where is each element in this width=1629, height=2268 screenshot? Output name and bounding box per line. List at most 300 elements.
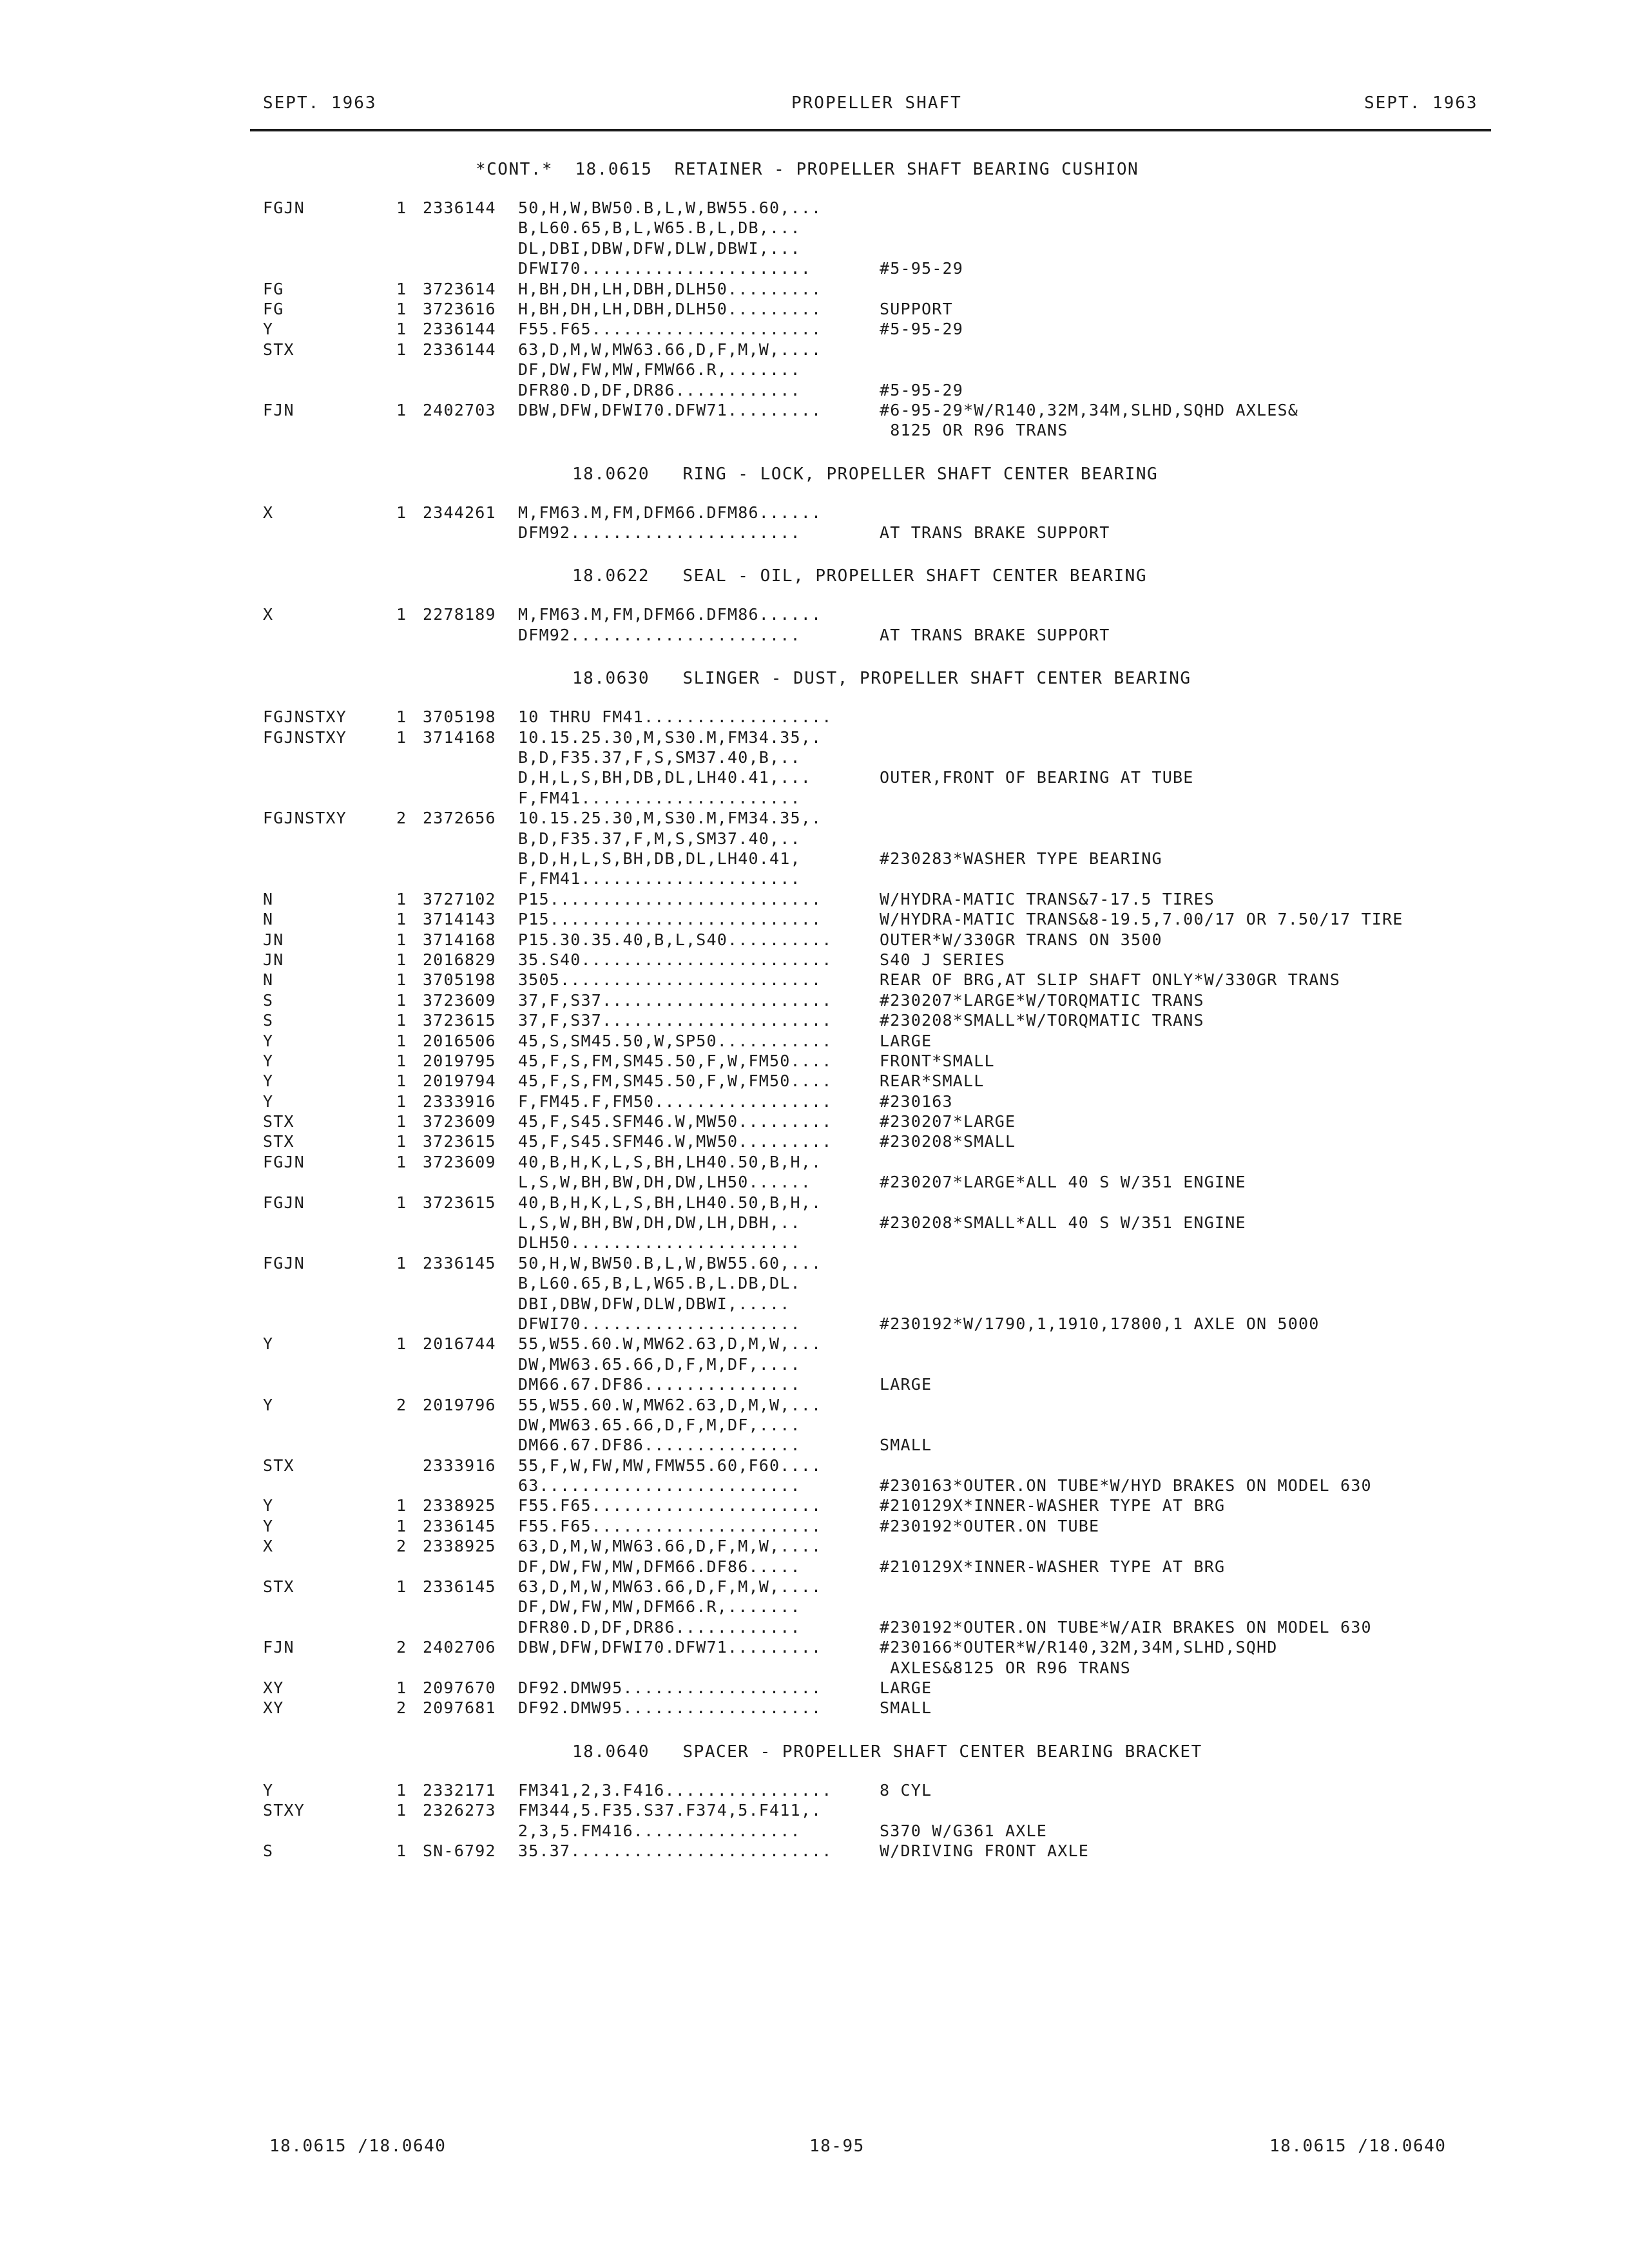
catalog-row	[263, 869, 1507, 889]
note: W/HYDRA-MATIC TRANS&8-19.5,7.00/17 OR 7.50/17 TIRE	[880, 910, 1403, 929]
note: SMALL	[880, 1698, 932, 1718]
quantity: 1	[396, 727, 407, 747]
note: W/DRIVING FRONT AXLE	[880, 1841, 1090, 1860]
application: B,L60.65,B,L,W65.B,L.DB,DL.	[518, 1274, 801, 1293]
part-number: 3723614	[423, 279, 496, 298]
part-number: 2097670	[423, 1678, 496, 1697]
series-code: STX	[263, 1112, 294, 1131]
note: #230208*SMALL	[880, 1132, 1016, 1151]
series-code: FGJN	[263, 1253, 305, 1273]
catalog-row	[263, 239, 1507, 259]
catalog-row	[263, 1213, 1507, 1233]
catalog-row	[263, 1456, 1507, 1476]
catalog-row	[263, 1193, 1507, 1213]
catalog-row	[263, 970, 1507, 990]
quantity: 1	[396, 1678, 407, 1697]
quantity: 1	[396, 400, 407, 419]
application: F,FM41.....................	[518, 788, 801, 807]
note: LARGE	[880, 1678, 932, 1697]
application: D,H,L,S,BH,DB,DL,LH40.41,...	[518, 768, 812, 787]
application: P15.30.35.40,B,L,S40..........	[518, 930, 833, 949]
section-title: *CONT.* 18.0615 RETAINER - PROPELLER SHAFT BEARING CUSHION	[476, 160, 1139, 179]
quantity: 1	[396, 910, 407, 929]
quantity: 1	[396, 1577, 407, 1597]
application: DFWI70.....................	[518, 1314, 801, 1333]
note: #5-95-29	[880, 380, 964, 399]
application: F55.F65......................	[518, 320, 822, 339]
catalog-row	[263, 1577, 1507, 1597]
note: LARGE	[880, 1031, 932, 1050]
catalog-row	[263, 991, 1507, 1011]
catalog-row	[263, 1112, 1507, 1132]
header-title: PROPELLER SHAFT	[791, 93, 962, 113]
quantity: 1	[396, 889, 407, 908]
section-heading	[263, 666, 1507, 707]
series-code: Y	[263, 1516, 274, 1535]
note: #230163	[880, 1091, 953, 1111]
catalog-row	[263, 1537, 1507, 1557]
note: OUTER*W/330GR TRANS ON 3500	[880, 930, 1162, 949]
note: #230192*OUTER.ON TUBE	[880, 1516, 1100, 1535]
application: 37,F,S37......................	[518, 990, 833, 1010]
quantity: 1	[396, 707, 407, 727]
series-code: Y	[263, 1780, 274, 1800]
note: #230283*WASHER TYPE BEARING	[880, 849, 1162, 868]
note: #210129X*INNER-WASHER TYPE AT BRG	[880, 1557, 1226, 1576]
part-number: 2016506	[423, 1031, 496, 1050]
catalog-row	[263, 748, 1507, 768]
quantity: 2	[396, 1537, 407, 1556]
application: 55,W55.60.W,MW62.63,D,M,W,...	[518, 1395, 822, 1414]
series-code: STX	[263, 1132, 294, 1151]
series-code: FJN	[263, 1638, 294, 1657]
application: DM66.67.DF86...............	[518, 1375, 801, 1394]
application: DBW,DFW,DFWI70.DFW71.........	[518, 1638, 822, 1657]
catalog-row	[263, 1597, 1507, 1617]
application: H,BH,DH,LH,DBH,DLH50.........	[518, 299, 822, 318]
series-code: FGJNSTXY	[263, 707, 347, 727]
header-date-left: SEPT. 1963	[263, 93, 377, 113]
series-code: JN	[263, 950, 284, 969]
part-number: 2336144	[423, 320, 496, 339]
note: S370 W/G361 AXLE	[880, 1821, 1048, 1840]
application: 3505.........................	[518, 970, 822, 990]
quantity: 1	[396, 1152, 407, 1171]
note: #230208*SMALL*ALL 40 S W/351 ENGINE	[880, 1213, 1246, 1233]
series-code: S	[263, 1841, 274, 1860]
part-number: 2402703	[423, 400, 496, 419]
application: P15..........................	[518, 889, 822, 908]
series-code: FGJNSTXY	[263, 809, 347, 828]
series-code: STX	[263, 340, 294, 359]
section-gap	[263, 543, 1507, 564]
catalog-row	[263, 829, 1507, 849]
series-code: FGJN	[263, 198, 305, 217]
quantity: 1	[396, 1132, 407, 1151]
catalog-row	[263, 340, 1507, 360]
quantity: 1	[396, 990, 407, 1010]
note: W/HYDRA-MATIC TRANS&7-17.5 TIRES	[880, 889, 1215, 908]
application: DLH50......................	[518, 1233, 801, 1253]
part-number: 2332171	[423, 1780, 496, 1800]
catalog-row	[263, 890, 1507, 910]
catalog-row	[263, 1334, 1507, 1354]
part-number: 2338925	[423, 1496, 496, 1515]
footer-range-left: 18.0615 /18.0640	[269, 2137, 447, 2156]
quantity: 2	[396, 1395, 407, 1414]
application: DFM92......................	[518, 625, 801, 644]
part-number: SN-6792	[423, 1841, 496, 1860]
catalog-row	[263, 1821, 1507, 1841]
application: 35.37.........................	[518, 1841, 833, 1860]
note: SUPPORT	[880, 299, 953, 318]
catalog-row	[263, 1416, 1507, 1436]
catalog-row	[263, 1314, 1507, 1334]
section-heading	[263, 157, 1507, 198]
part-number: 2336145	[423, 1577, 496, 1597]
quantity: 1	[396, 930, 407, 949]
application: 10 THRU FM41..................	[518, 707, 833, 727]
series-code: N	[263, 889, 274, 908]
part-number: 3723609	[423, 1152, 496, 1171]
application: 55,F,W,FW,MW,FMW55.60,F60....	[518, 1456, 822, 1475]
catalog-row	[263, 421, 1507, 441]
application: DM66.67.DF86...............	[518, 1436, 801, 1455]
catalog-row	[263, 1254, 1507, 1274]
catalog-row	[263, 626, 1507, 646]
series-code: STX	[263, 1456, 294, 1475]
application: 50,H,W,BW50.B,L,W,BW55.60,...	[518, 1253, 822, 1273]
header-date-right: SEPT. 1963	[1364, 93, 1478, 113]
section-title: 18.0620 RING - LOCK, PROPELLER SHAFT CENTER BEARING	[572, 464, 1159, 484]
section-gap	[263, 1861, 1507, 1882]
series-code: X	[263, 605, 274, 624]
catalog-row	[263, 198, 1507, 218]
catalog-row	[263, 1396, 1507, 1416]
catalog-row	[263, 1678, 1507, 1698]
application: DFR80.D,DF,DR86............	[518, 380, 801, 399]
part-number: 3723609	[423, 990, 496, 1010]
application: B,D,F35.37,F,S,SM37.40,B,..	[518, 748, 801, 767]
footer-page-number: 18-95	[809, 2137, 865, 2156]
quantity: 1	[396, 1496, 407, 1515]
quantity: 2	[396, 1638, 407, 1657]
catalog-row	[263, 1557, 1507, 1577]
application: 55,W55.60.W,MW62.63,D,M,W,...	[518, 1334, 822, 1354]
part-number: 2338925	[423, 1537, 496, 1556]
part-number: 2372656	[423, 809, 496, 828]
application: DF92.DMW95...................	[518, 1678, 822, 1697]
quantity: 1	[396, 320, 407, 339]
part-number: 3714143	[423, 910, 496, 929]
series-code: Y	[263, 1334, 274, 1354]
application: FM344,5.F35.S37.F374,5.F411,.	[518, 1801, 822, 1820]
catalog-row	[263, 1436, 1507, 1456]
catalog-row	[263, 1658, 1507, 1678]
note: #230207*LARGE	[880, 1112, 1016, 1131]
series-code: FG	[263, 279, 284, 298]
part-number: 3705198	[423, 707, 496, 727]
series-code: FGJN	[263, 1152, 305, 1171]
series-code: XY	[263, 1698, 284, 1718]
application: L,S,W,BH,BW,DH,DW,LH,DBH,..	[518, 1213, 801, 1233]
catalog-row	[263, 768, 1507, 788]
section-heading	[263, 1740, 1507, 1781]
catalog-row	[263, 1355, 1507, 1375]
series-code: S	[263, 1011, 274, 1030]
header-rule	[250, 129, 1491, 131]
note: OUTER,FRONT OF BEARING AT TUBE	[880, 768, 1194, 787]
catalog-row	[263, 1496, 1507, 1516]
application: FM341,2,3.F416................	[518, 1780, 833, 1800]
series-code: Y	[263, 1072, 274, 1091]
note: #210129X*INNER-WASHER TYPE AT BRG	[880, 1496, 1226, 1515]
catalog-row	[263, 1801, 1507, 1821]
parts-catalog-body	[263, 157, 1507, 1882]
series-code: S	[263, 990, 274, 1010]
section-title: 18.0622 SEAL - OIL, PROPELLER SHAFT CENTER BEARING	[572, 566, 1147, 586]
application: DW,MW63.65.66,D,F,M,DF,....	[518, 1354, 801, 1374]
catalog-row	[263, 1781, 1507, 1801]
quantity: 1	[396, 340, 407, 359]
note: 8 CYL	[880, 1780, 932, 1800]
catalog-row	[263, 1072, 1507, 1091]
application: 37,F,S37......................	[518, 1011, 833, 1030]
series-code: X	[263, 503, 274, 522]
application: F55.F65......................	[518, 1496, 822, 1515]
quantity: 1	[396, 1072, 407, 1091]
part-number: 2336145	[423, 1253, 496, 1273]
quantity: 1	[396, 279, 407, 298]
note: #230208*SMALL*W/TORQMATIC TRANS	[880, 1011, 1204, 1030]
application: B,D,H,L,S,BH,DB,DL,LH40.41,	[518, 849, 801, 868]
note: FRONT*SMALL	[880, 1051, 995, 1070]
application: P15..........................	[518, 910, 822, 929]
note: AT TRANS BRAKE SUPPORT	[880, 523, 1110, 543]
catalog-row	[263, 218, 1507, 238]
catalog-row	[263, 1233, 1507, 1253]
quantity: 2	[396, 809, 407, 828]
catalog-row	[263, 1294, 1507, 1314]
note: SMALL	[880, 1436, 932, 1455]
quantity: 1	[396, 1193, 407, 1212]
note: REAR OF BRG,AT SLIP SHAFT ONLY*W/330GR TRANS	[880, 970, 1341, 990]
catalog-row	[263, 523, 1507, 543]
application: 45,F,S45.SFM46.W,MW50.........	[518, 1112, 833, 1131]
quantity: 1	[396, 1334, 407, 1354]
part-number: 2344261	[423, 503, 496, 522]
catalog-row	[263, 320, 1507, 340]
footer-range-right: 18.0615 /18.0640	[1269, 2137, 1447, 2156]
quantity: 1	[396, 1253, 407, 1273]
application: F,FM41.....................	[518, 869, 801, 889]
series-code: Y	[263, 320, 274, 339]
series-code: N	[263, 910, 274, 929]
application: DF92.DMW95...................	[518, 1698, 822, 1718]
part-number: 3714168	[423, 727, 496, 747]
part-number: 2402706	[423, 1638, 496, 1657]
quantity: 1	[396, 299, 407, 318]
application: L,S,W,BH,BW,DH,DW,LH50......	[518, 1173, 812, 1192]
application: DL,DBI,DBW,DFW,DLW,DBWI,...	[518, 238, 801, 258]
series-code: FG	[263, 299, 284, 318]
quantity: 1	[396, 1091, 407, 1111]
application: 63,D,M,W,MW63.66,D,F,M,W,....	[518, 1537, 822, 1556]
note: REAR*SMALL	[880, 1072, 985, 1091]
part-number: 3714168	[423, 930, 496, 949]
part-number: 2326273	[423, 1801, 496, 1820]
series-code: Y	[263, 1091, 274, 1111]
application: DW,MW63.65.66,D,F,M,DF,....	[518, 1415, 801, 1434]
catalog-row	[263, 707, 1507, 727]
series-code: Y	[263, 1395, 274, 1414]
part-number: 3723616	[423, 299, 496, 318]
application: DFM92......................	[518, 523, 801, 543]
series-code: XY	[263, 1678, 284, 1697]
catalog-row	[263, 789, 1507, 809]
application: 35.S40........................	[518, 950, 833, 969]
application: 40,B,H,K,L,S,BH,LH40.50,B,H,.	[518, 1193, 822, 1212]
catalog-row	[263, 1052, 1507, 1072]
series-code: FGJNSTXY	[263, 727, 347, 747]
part-number: 2019794	[423, 1072, 496, 1091]
application: 50,H,W,BW50.B,L,W,BW55.60,...	[518, 198, 822, 217]
section-heading	[263, 462, 1507, 503]
catalog-row	[263, 360, 1507, 380]
section-heading	[263, 564, 1507, 605]
part-number: 3723615	[423, 1011, 496, 1030]
part-number: 3723615	[423, 1193, 496, 1212]
catalog-row	[263, 1476, 1507, 1496]
part-number: 3727102	[423, 889, 496, 908]
application: M,FM63.M,FM,DFM66.DFM86......	[518, 605, 822, 624]
part-number: 3723609	[423, 1112, 496, 1131]
note: #6-95-29*W/R140,32M,34M,SLHD,SQHD AXLES&	[880, 400, 1299, 419]
application: 63,D,M,W,MW63.66,D,F,M,W,....	[518, 1577, 822, 1597]
application: H,BH,DH,LH,DBH,DLH50.........	[518, 279, 822, 298]
application: DFWI70......................	[518, 259, 812, 278]
catalog-row	[263, 1092, 1507, 1112]
part-number: 3723615	[423, 1132, 496, 1151]
quantity: 1	[396, 1516, 407, 1535]
application: 2,3,5.FM416................	[518, 1821, 801, 1840]
quantity: 1	[396, 503, 407, 522]
series-code: FJN	[263, 400, 294, 419]
catalog-row	[263, 1638, 1507, 1658]
application: 63,D,M,W,MW63.66,D,F,M,W,....	[518, 340, 822, 359]
quantity: 1	[396, 1011, 407, 1030]
catalog-row	[263, 300, 1507, 320]
catalog-row	[263, 401, 1507, 421]
quantity: 1	[396, 1051, 407, 1070]
catalog-row	[263, 1841, 1507, 1861]
quantity: 1	[396, 1112, 407, 1131]
application: DF,DW,FW,MW,DFM66.R,.......	[518, 1597, 801, 1617]
catalog-row	[263, 1375, 1507, 1395]
part-number: 2016829	[423, 950, 496, 969]
catalog-row	[263, 728, 1507, 748]
catalog-row	[263, 910, 1507, 930]
catalog-row	[263, 1274, 1507, 1294]
quantity: 1	[396, 198, 407, 217]
catalog-row	[263, 259, 1507, 279]
quantity: 1	[396, 970, 407, 990]
application: DFR80.D,DF,DR86............	[518, 1617, 801, 1637]
application: 45,F,S,FM,SM45.50,F,W,FM50....	[518, 1072, 833, 1091]
quantity: 1	[396, 1841, 407, 1860]
application: B,L60.65,B,L,W65.B,L,DB,...	[518, 218, 801, 238]
note: #230207*LARGE*W/TORQMATIC TRANS	[880, 990, 1204, 1010]
application: 10.15.25.30,M,S30.M,FM34.35,.	[518, 727, 822, 747]
application: B,D,F35.37,F,M,S,SM37.40,..	[518, 829, 801, 848]
part-number: 2097681	[423, 1698, 496, 1718]
catalog-row	[263, 950, 1507, 970]
quantity: 1	[396, 1031, 407, 1050]
application: 63.........................	[518, 1476, 801, 1495]
section-gap	[263, 441, 1507, 462]
series-code: Y	[263, 1051, 274, 1070]
part-number: 2336144	[423, 340, 496, 359]
catalog-row	[263, 503, 1507, 523]
catalog-row	[263, 1173, 1507, 1193]
application: 45,F,S,FM,SM45.50,F,W,FM50....	[518, 1051, 833, 1070]
catalog-row	[263, 1011, 1507, 1031]
note: #230192*W/1790,1,1910,17800,1 AXLE ON 5000	[880, 1314, 1320, 1333]
series-code: STXY	[263, 1801, 305, 1820]
catalog-row	[263, 1132, 1507, 1152]
series-code: Y	[263, 1496, 274, 1515]
note: 8125 OR R96 TRANS	[880, 421, 1068, 440]
quantity: 1	[396, 1780, 407, 1800]
application: 45,S,SM45.50,W,SP50...........	[518, 1031, 833, 1050]
quantity: 2	[396, 1698, 407, 1718]
catalog-row	[263, 930, 1507, 950]
catalog-row	[263, 1517, 1507, 1537]
section-title: 18.0640 SPACER - PROPELLER SHAFT CENTER BEARING BRACKET	[572, 1742, 1202, 1762]
catalog-row	[263, 1698, 1507, 1718]
part-number: 3705198	[423, 970, 496, 990]
series-code: STX	[263, 1577, 294, 1597]
application: DBI,DBW,DFW,DLW,DBWI,.....	[518, 1294, 791, 1313]
application: DBW,DFW,DFWI70.DFW71.........	[518, 400, 822, 419]
application: 10.15.25.30,M,S30.M,FM34.35,.	[518, 809, 822, 828]
application: M,FM63.M,FM,DFM66.DFM86......	[518, 503, 822, 522]
series-code: N	[263, 970, 274, 990]
part-number: 2278189	[423, 605, 496, 624]
part-number: 2019795	[423, 1051, 496, 1070]
quantity: 1	[396, 1801, 407, 1820]
catalog-row	[263, 381, 1507, 401]
part-number: 2336145	[423, 1516, 496, 1535]
note: AXLES&8125 OR R96 TRANS	[880, 1658, 1132, 1677]
note: #230163*OUTER.ON TUBE*W/HYD BRAKES ON MODEL 630	[880, 1476, 1372, 1495]
application: 45,F,S45.SFM46.W,MW50.........	[518, 1132, 833, 1151]
series-code: FGJN	[263, 1193, 305, 1212]
application: 40,B,H,K,L,S,BH,LH40.50,B,H,.	[518, 1152, 822, 1171]
quantity: 1	[396, 950, 407, 969]
section-gap	[263, 646, 1507, 666]
part-number: 2336144	[423, 198, 496, 217]
catalog-row	[263, 849, 1507, 869]
note: #230166*OUTER*W/R140,32M,34M,SLHD,SQHD	[880, 1638, 1278, 1657]
application: F55.F65......................	[518, 1516, 822, 1535]
catalog-row	[263, 1032, 1507, 1052]
part-number: 2019796	[423, 1395, 496, 1414]
catalog-row	[263, 1153, 1507, 1173]
note: S40 J SERIES	[880, 950, 1006, 969]
part-number: 2333916	[423, 1456, 496, 1475]
catalog-row	[263, 605, 1507, 625]
